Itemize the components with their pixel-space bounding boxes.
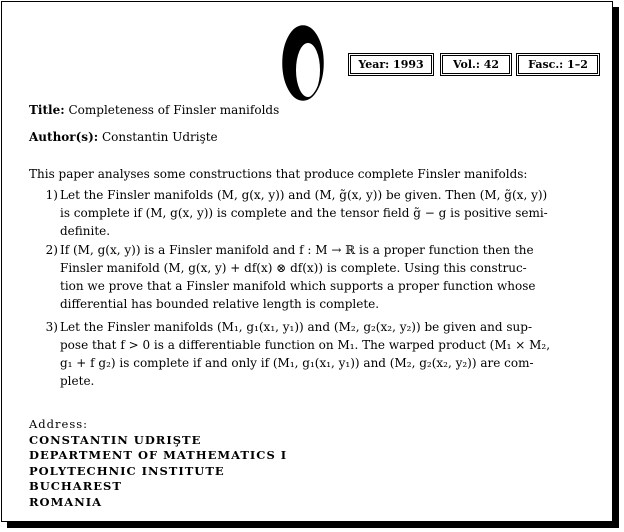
document-frame — [1, 1, 613, 522]
address-line: ROMANIA — [29, 494, 103, 509]
item-line: Finsler manifold (M, g(x, y) + df(x) ⊗ df(x)) is complete. Using this construc- — [60, 261, 527, 275]
item-line: pose that f > 0 is a differentiable function on M₁. The warped product (M₁ × M₂, — [60, 338, 551, 352]
item-line: If (M, g(x, y)) is a Finsler manifold and f : M → ℝ is a proper function then the — [60, 243, 534, 257]
address-line: CONSTANTIN UDRIŞTE — [29, 432, 202, 447]
address-line: POLYTECHNIC INSTITUTE — [29, 463, 225, 478]
address-line: DEPARTMENT OF MATHEMATICS I — [29, 448, 288, 463]
item-line: differential has bounded relative length is complete. — [60, 297, 380, 311]
abstract-intro: This paper analyses some constructions that produce complete Finsler manifolds: — [29, 167, 528, 181]
item-line: g₁ + f g₂) is complete if and only if (M₁, g₁(x₁, y₁)) and (M₂, g₂(x₂, y₂)) are com- — [60, 356, 534, 370]
year-badge: Year: 1993 — [350, 55, 432, 74]
title-label: Title: — [29, 103, 65, 117]
item-line: plete. — [60, 374, 95, 388]
item-line: definite. — [60, 224, 111, 238]
paper-title: Completeness of Finsler manifolds — [68, 103, 280, 117]
address-label: Address: — [29, 417, 89, 431]
fascicle-badge: Fasc.: 1–2 — [518, 55, 598, 74]
authors-line — [29, 130, 218, 144]
item-line: is complete if (M, g(x, y)) is complete and the tensor field g̃ − g is positive semi- — [60, 206, 548, 220]
address-line: BUCHAREST — [29, 479, 122, 494]
item-number: 2) — [45, 243, 58, 257]
item-number: 1) — [45, 188, 58, 202]
item-line: Let the Finsler manifolds (M, g(x, y)) and (M, g̃(x, y)) be given. Then (M, g̃(x, y)) — [60, 188, 548, 202]
title-line — [29, 103, 279, 117]
authors-label: Author(s): — [29, 130, 99, 144]
journal-logo-icon — [281, 24, 325, 102]
item-line: Let the Finsler manifolds (M₁, g₁(x₁, y₁)) and (M₂, g₂(x₂, y₂)) be given and sup- — [60, 320, 533, 334]
volume-badge: Vol.: 42 — [442, 55, 510, 74]
address-block — [29, 417, 287, 511]
item-number: 3) — [45, 320, 58, 334]
item-line: tion we prove that a Finsler manifold which supports a proper function whose — [60, 279, 536, 293]
author-name: Constantin Udrişte — [102, 130, 218, 144]
